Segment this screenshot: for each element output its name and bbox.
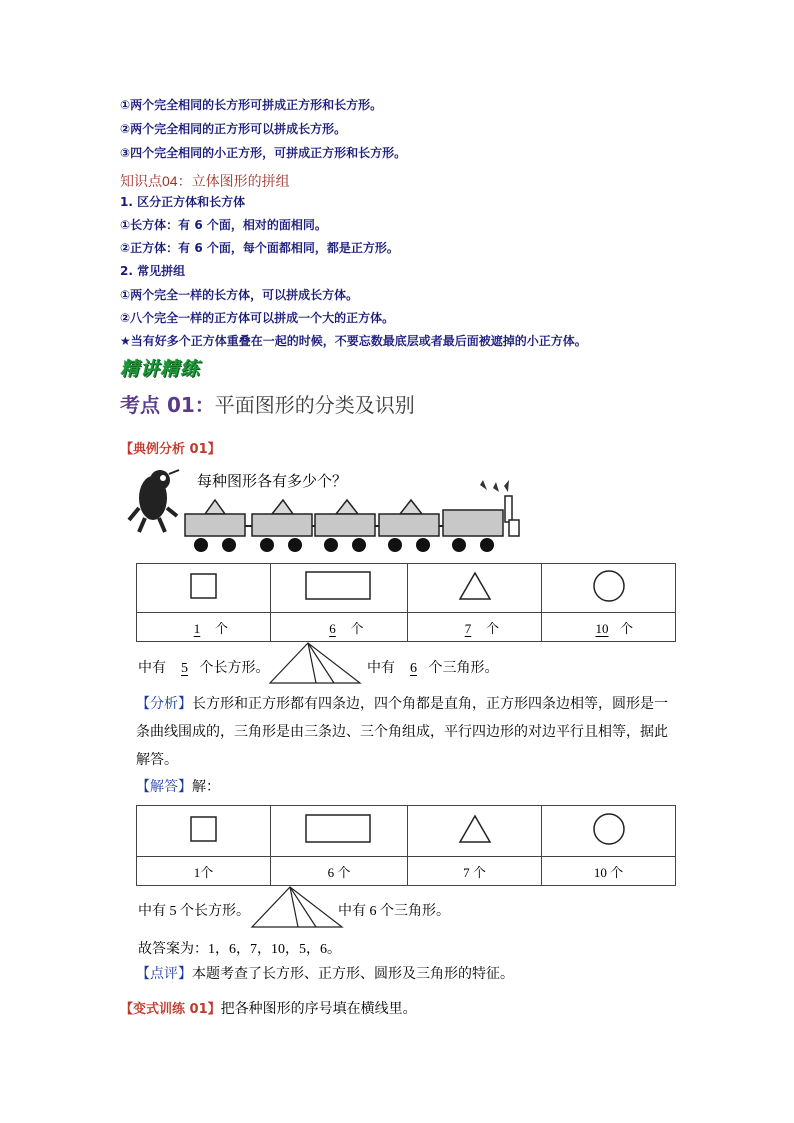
rule-line-2: ②两个完全相同的正方形可以拼成长方形。 <box>120 122 347 136</box>
cartoon-character-icon <box>129 470 179 532</box>
subheading-2: 2. 常见拼组 <box>120 264 186 278</box>
answer-circle-cell <box>542 806 676 857</box>
answer-inline-1: 中有 5 个长方形。 <box>138 904 250 919</box>
triangle-cell <box>408 564 542 613</box>
rectangle-cell <box>271 564 408 613</box>
triangle-figure-icon <box>268 640 363 686</box>
triangle-count: 7 个 <box>408 613 542 642</box>
combine-line-1: ①两个完全一样的长方体，可以拼成长方体。 <box>120 288 359 302</box>
answer-shape-table <box>136 805 676 886</box>
cube-line: ②正方体：有 6 个面，每个面都相同，都是正方形。 <box>120 241 399 255</box>
answer-square-cell <box>137 806 271 857</box>
answer-square-count: 1个 <box>137 857 271 886</box>
train-question: 每种图形各有多少个？ <box>197 472 348 490</box>
circle-icon <box>591 812 627 846</box>
answer-circle-count: 10 个 <box>542 857 676 886</box>
answer-triangle-count: 7 个 <box>408 857 542 886</box>
answer-inline-2: 中有 6 个三角形。 <box>338 904 450 919</box>
square-icon <box>189 815 219 843</box>
answer-triangle-figure-icon <box>250 884 345 930</box>
analysis-paragraph: 【分析】长方形和正方形都有四条边，四个角都是直角，正方形四条边相等，圆形是一条曲线围成的，三角形是由三条边、三个角组成，平行四边形的对边平行且相等，据此解答。 <box>136 696 668 768</box>
example-tag: 【典例分析 01】 <box>120 442 221 457</box>
square-count: 1 个 <box>137 613 271 642</box>
final-answer: 故答案为：1，6，7，10，5，6。 <box>138 942 341 957</box>
wheels <box>194 538 494 552</box>
lesson-heading: 精讲精练 <box>120 358 201 380</box>
variant-line: 【变式训练 01】把各种图形的序号填在横线里。 <box>120 1001 417 1017</box>
rule-line-3: ③四个完全相同的小正方形，可拼成正方形和长方形。 <box>120 146 407 160</box>
rectangle-count: 6 个 <box>271 613 408 642</box>
circle-icon <box>591 569 627 603</box>
question-inline-1: 中有 5 个长方形。 <box>138 661 270 676</box>
cuboid-line: ①长方体：有 6 个面，相对的面相同。 <box>120 218 327 232</box>
exam-point-title: 考点 01：平面图形的分类及识别 <box>120 393 415 417</box>
train-illustration <box>125 460 525 555</box>
question-inline-2: 中有 6 个三角形。 <box>367 661 499 676</box>
subheading-1: 1. 区分正方体和长方体 <box>120 195 246 209</box>
wagons <box>185 496 519 536</box>
triangle-icon <box>457 813 493 845</box>
knowledge-point-title: 知识点04：立体图形的拼组 <box>120 173 290 190</box>
comment-line: 【点评】本题考查了长方形、正方形、圆形及三角形的特征。 <box>136 966 514 982</box>
square-icon <box>189 572 219 600</box>
rectangle-icon <box>304 570 374 602</box>
solution-line: 【解答】解： <box>136 779 220 795</box>
triangle-icon <box>457 570 493 602</box>
answer-rectangle-cell <box>271 806 408 857</box>
square-cell <box>137 564 271 613</box>
question-shape-table <box>136 563 676 642</box>
combine-line-2: ②八个完全一样的正方体可以拼成一个大的正方体。 <box>120 311 395 325</box>
circle-cell <box>542 564 676 613</box>
answer-rectangle-count: 6 个 <box>271 857 408 886</box>
answer-triangle-cell <box>408 806 542 857</box>
star-note: ★当有好多个正方体重叠在一起的时候，不要忘数最底层或者最后面被遮掉的小正方体。 <box>120 334 587 348</box>
rule-line-1: ①两个完全相同的长方形可拼成正方形和长方形。 <box>120 98 383 112</box>
rectangle-icon <box>304 813 374 845</box>
circle-count: 10 个 <box>542 613 676 642</box>
